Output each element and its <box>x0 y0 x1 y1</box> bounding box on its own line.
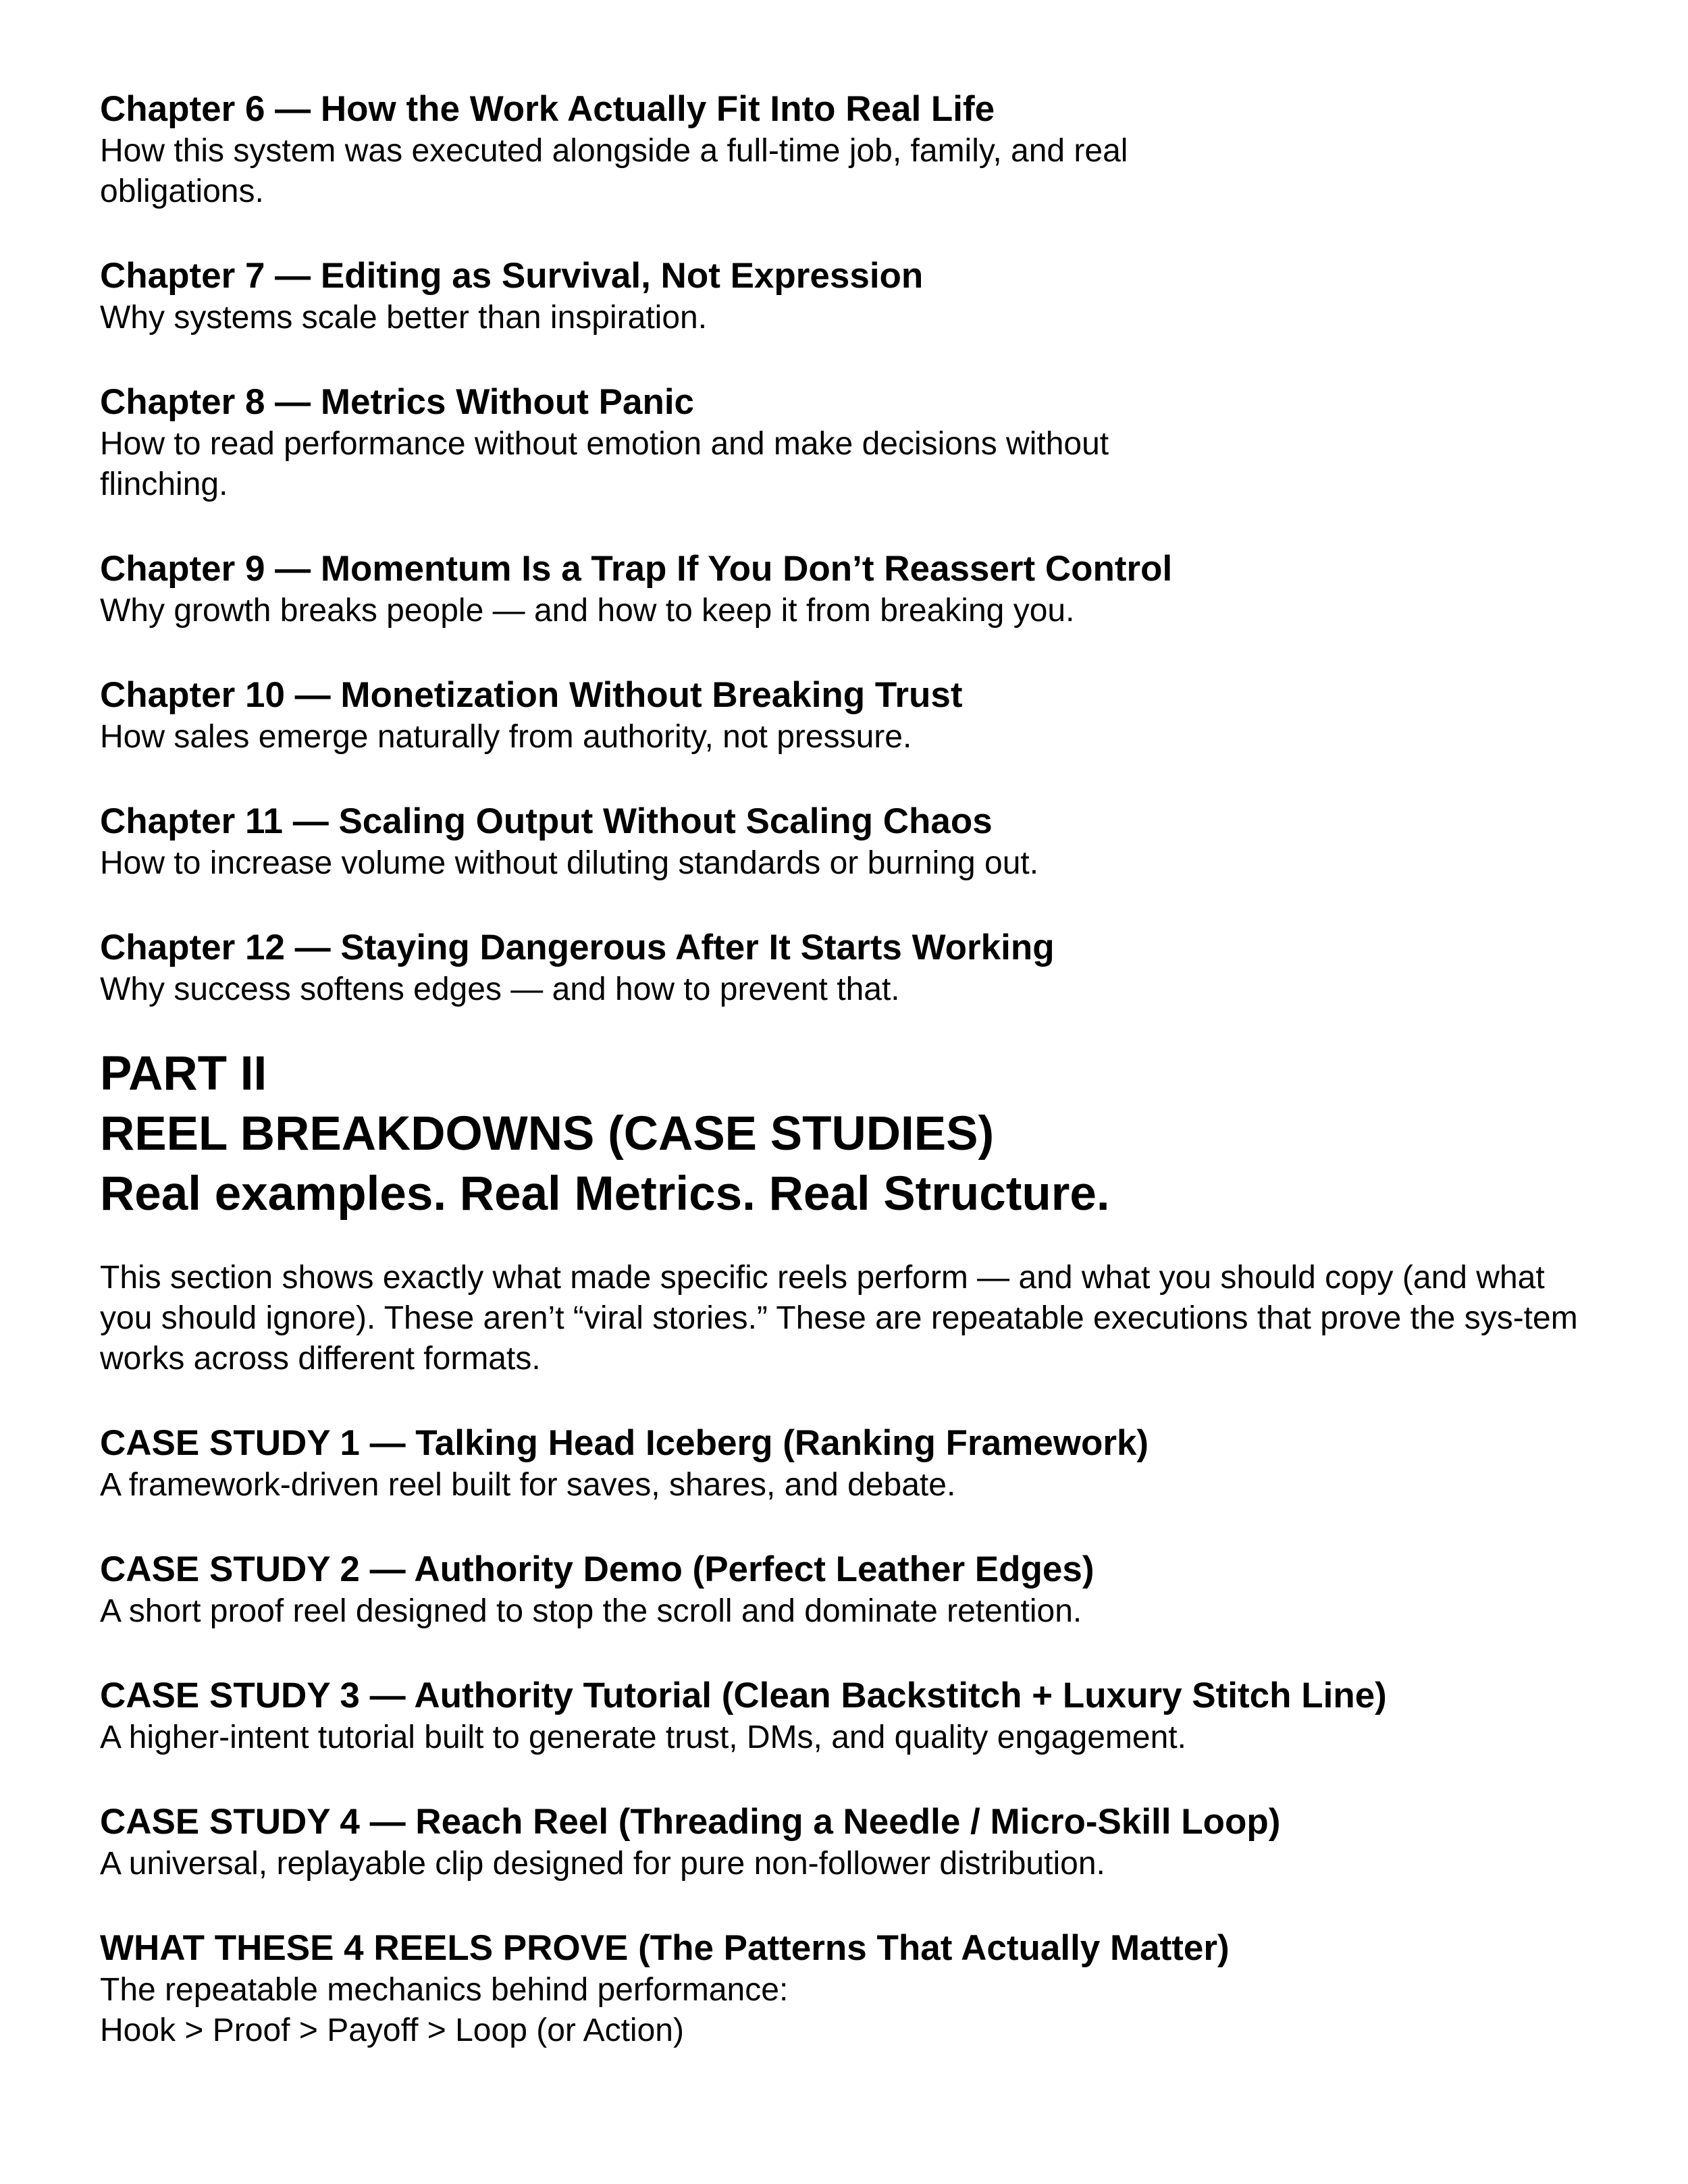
chapter-title: Chapter 11 — Scaling Output Without Scaling Chaos <box>100 801 993 841</box>
case-study-description: A framework-driven reel built for saves, shares, and debate. <box>100 1467 956 1503</box>
chapter-description: How to read performance without emotion and make decisions without flinching. <box>100 426 1109 502</box>
part-intro-paragraph: This section shows exactly what made specific reels perform — and what you should copy (and what you should ignore). These aren’t “viral stories.” These are repeatable executions that prove the sys-tem works across different formats. <box>100 1260 1578 1377</box>
chapter-title: Chapter 12 — Staying Dangerous After It Starts Working <box>100 928 1055 967</box>
case-study-description: A universal, replayable clip designed for pure non-follower distribution. <box>100 1846 1105 1882</box>
chapter-6-entry <box>100 88 1599 212</box>
case-study-title: CASE STUDY 4 — Reach Reel (Threading a Needle / Micro-Skill Loop) <box>100 1802 1281 1842</box>
case-study-title: CASE STUDY 1 — Talking Head Iceberg (Ranking Framework) <box>100 1423 1149 1463</box>
case-study-3-entry <box>100 1674 1599 1758</box>
chapter-description: How to increase volume without diluting standards or burning out. <box>100 845 1039 881</box>
case-study-1-entry <box>100 1422 1599 1506</box>
document-page <box>100 88 1599 2051</box>
chapter-title: Chapter 10 — Monetization Without Breaking Trust <box>100 675 963 715</box>
case-study-4-entry <box>100 1801 1599 1884</box>
chapter-description: Why systems scale better than inspiration. <box>100 300 708 336</box>
case-study-2-entry <box>100 1548 1599 1632</box>
chapter-title: Chapter 6 — How the Work Actually Fit Into Real Life <box>100 89 995 129</box>
chapter-12-entry <box>100 926 1599 1010</box>
chapter-title: Chapter 7 — Editing as Survival, Not Expression <box>100 256 924 296</box>
chapter-description: Why growth breaks people — and how to keep it from breaking you. <box>100 593 1075 629</box>
chapter-title: Chapter 8 — Metrics Without Panic <box>100 382 695 422</box>
case-study-description: A higher-intent tutorial built to generate trust, DMs, and quality engagement. <box>100 1720 1186 1755</box>
chapter-description: Why success softens edges — and how to prevent that. <box>100 971 900 1007</box>
case-study-description: A short proof reel designed to stop the scroll and dominate retention. <box>100 1593 1082 1629</box>
chapter-9-entry <box>100 548 1599 631</box>
chapter-title: Chapter 9 — Momentum Is a Trap If You Don’t Reassert Control <box>100 549 1173 589</box>
part-subtitle: Real examples. Real Metrics. Real Structure. <box>100 1167 1110 1221</box>
part-title: REEL BREAKDOWNS (CASE STUDIES) <box>100 1107 995 1161</box>
chapter-description: How sales emerge naturally from authority, not pressure. <box>100 719 912 755</box>
chapter-11-entry <box>100 800 1599 884</box>
patterns-formula: Hook > Proof > Payoff > Loop (or Action) <box>100 2013 684 2048</box>
patterns-title: WHAT THESE 4 REELS PROVE (The Patterns That Actually Matter) <box>100 1928 1230 1968</box>
case-study-title: CASE STUDY 3 — Authority Tutorial (Clean Backstitch + Luxury Stitch Line) <box>100 1676 1387 1715</box>
patterns-line: The repeatable mechanics behind performance: <box>100 1972 789 2008</box>
chapter-7-entry <box>100 255 1599 338</box>
part-label: PART II <box>100 1047 267 1100</box>
patterns-entry <box>100 1927 1599 2051</box>
chapter-10-entry <box>100 674 1599 757</box>
chapter-description: How this system was executed alongside a full-time job, family, and real obligations. <box>100 133 1128 209</box>
chapter-8-entry <box>100 381 1599 505</box>
case-study-title: CASE STUDY 2 — Authority Demo (Perfect Leather Edges) <box>100 1549 1094 1589</box>
part-heading <box>100 1044 1599 1224</box>
